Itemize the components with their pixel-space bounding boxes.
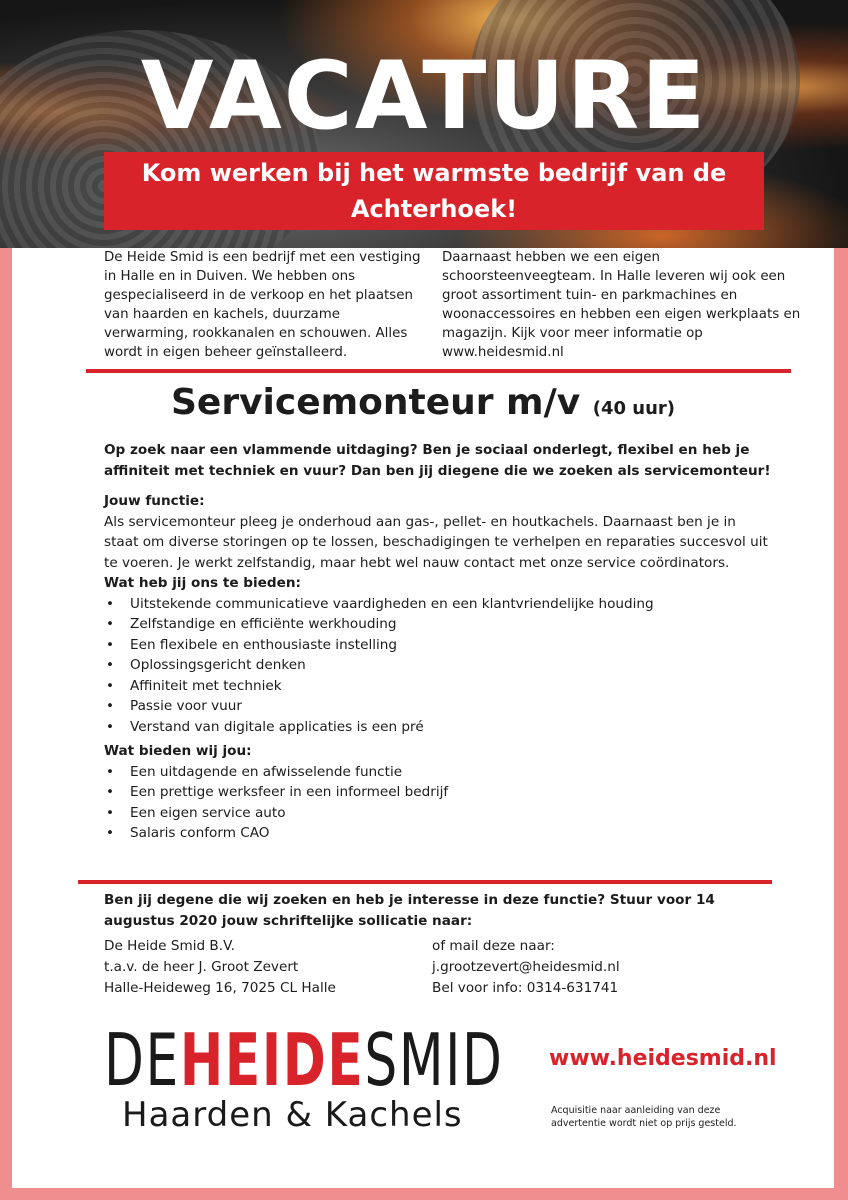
- job-description: [104, 440, 774, 844]
- list-item: • Een eigen service auto: [104, 803, 774, 824]
- list-item: • Zelfstandige en efficiënte werkhouding: [104, 614, 774, 635]
- mail-intro: of mail deze naar:: [432, 938, 555, 954]
- postal-address: [104, 936, 336, 999]
- intro-left-column: De Heide Smid is een bedrijf met een vestiging in Halle en in Duiven. We hebben ons gespecialiseerd in de verkoop en het plaatsen van haarden en kachels, duurzame verwarming, rookkanalen en schouwen. Alles wordt in eigen beheer geïnstalleerd.: [104, 250, 421, 360]
- function-text: Als servicemonteur pleeg je onderhoud aan gas-, pellet- en houtkachels. Daarnaast ben je in staat om diverse storingen op te lossen, beschadigingen te verhelpen en reparaties succesvol uit te voeren. Je werkt zelfstandig, maar hebt wel nauw contact met onze service coördinators.: [104, 513, 768, 571]
- job-title: [12, 378, 834, 434]
- intro-right-column: Daarnaast hebben we een eigen schoorsteenveegteam. In Halle leveren wij ook een groot assortiment tuin- en parkmachines en woonaccessoires en hebben een eigen werkplaats en magazijn. Kijk voor meer informatie op www.heidesmid.nl: [442, 250, 801, 360]
- email-link[interactable]: j.grootzevert@heidesmid.nl: [432, 959, 620, 975]
- job-hours: (40 uur): [592, 398, 676, 419]
- apply-text: Ben jij degene die wij zoeken en heb je interesse in deze functie? Stuur voor 14 augustus 2020 jouw schriftelijke sollicatie naar:: [104, 892, 715, 929]
- mail-contact: [432, 936, 620, 999]
- divider-top: [86, 369, 791, 373]
- content-sheet: [12, 248, 834, 1188]
- list-item: • Salaris conform CAO: [104, 823, 774, 844]
- benefits-list: [104, 762, 774, 844]
- list-item: • Verstand van digitale applicaties is een pré: [104, 717, 774, 738]
- list-item: • Affiniteit met techniek: [104, 676, 774, 697]
- job-title-text: Servicemonteur m/v: [170, 382, 581, 423]
- lead-paragraph: Op zoek naar een vlammende uitdaging? Ben je sociaal onderlegt, flexibel en heb je affiniteit met techniek en vuur? Dan ben jij diegene die we zoeken als servicemonteur!: [104, 442, 771, 479]
- phone-info: Bel voor info: 0314-631741: [432, 980, 619, 996]
- function-heading: Jouw functie:: [104, 493, 205, 509]
- list-item: • Oplossingsgericht denken: [104, 655, 774, 676]
- list-item: • Een flexibele en enthousiaste instelling: [104, 635, 774, 656]
- website-link[interactable]: www.heidesmid.nl: [549, 1046, 777, 1071]
- subtitle-text: Kom werken bij het warmste bedrijf van de Achterhoek!: [141, 159, 727, 223]
- list-item: • Een prettige werksfeer in een informeel bedrijf: [104, 782, 774, 803]
- address-line: Halle-Heideweg 16, 7025 CL Halle: [104, 980, 336, 996]
- disclaimer-text: Acquisitie naar aanleiding van deze advertentie wordt niet op prijs gesteld.: [551, 1105, 737, 1129]
- logo-tagline: Haarden & Kachels: [122, 1095, 463, 1135]
- list-item: • Uitstekende communicatieve vaardigheden en een klantvriendelijke houding: [104, 594, 774, 615]
- offer-heading: Wat heb jij ons te bieden:: [104, 575, 301, 591]
- company-logo: [104, 1018, 504, 1135]
- offer-list: [104, 594, 774, 738]
- subtitle-banner: [104, 152, 764, 230]
- benefits-heading: Wat bieden wij jou:: [104, 743, 252, 759]
- list-item: • Een uitdagende en afwisselende functie: [104, 762, 774, 783]
- address-line: De Heide Smid B.V.: [104, 938, 235, 954]
- list-item: • Passie voor vuur: [104, 696, 774, 717]
- logo-wordmark: DEHEIDESMID: [104, 1018, 504, 1102]
- divider-bottom: [78, 880, 772, 884]
- page-title: VACATURE: [140, 42, 708, 151]
- address-line: t.a.v. de heer J. Groot Zevert: [104, 959, 299, 975]
